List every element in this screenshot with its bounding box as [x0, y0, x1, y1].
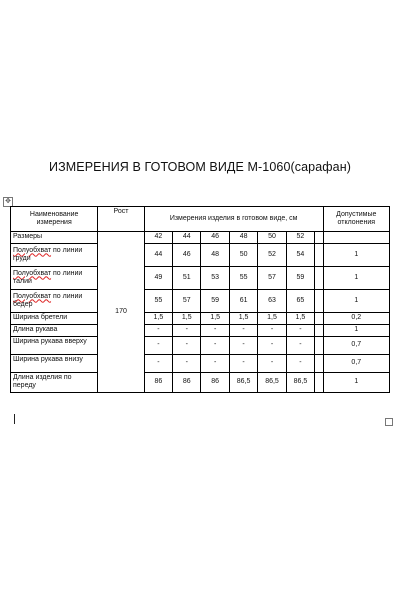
row-label: Ширина рукава вверху [11, 337, 98, 355]
empty-cell [323, 232, 389, 244]
value-cell: 1,5 [144, 313, 172, 325]
table-row [11, 373, 390, 393]
value-cell: - [173, 325, 201, 337]
value-cell: 1,5 [173, 313, 201, 325]
tolerance-cell: 1 [323, 373, 389, 393]
size-cell: 44 [173, 232, 201, 244]
value-cell: - [144, 355, 172, 373]
value-cell: 86 [173, 373, 201, 393]
value-cell: - [173, 337, 201, 355]
value-cell: 63 [258, 290, 286, 313]
value-cell: 1,5 [201, 313, 229, 325]
value-cell: - [258, 337, 286, 355]
value-cell: 86 [144, 373, 172, 393]
value-cell: - [286, 337, 314, 355]
table-row [11, 355, 390, 373]
value-cell: 86 [201, 373, 229, 393]
value-cell: 61 [229, 290, 257, 313]
value-cell: 49 [144, 267, 172, 290]
value-cell: - [201, 337, 229, 355]
table-resize-handle-icon[interactable] [385, 418, 393, 426]
table-move-handle-icon[interactable]: ✥ [3, 197, 13, 207]
header-tolerance: Допустимые отклонения [323, 207, 389, 232]
tolerance-cell: 0,7 [323, 337, 389, 355]
size-cell: 42 [144, 232, 172, 244]
value-cell: - [173, 355, 201, 373]
row-label: Длина рукава [11, 325, 98, 337]
header-measurements: Измерения изделия в готовом виде, см [144, 207, 323, 232]
size-cell: 46 [201, 232, 229, 244]
value-cell: 59 [201, 290, 229, 313]
value-cell: 86,5 [286, 373, 314, 393]
sizes-label: Размеры [11, 232, 98, 244]
value-cell: 44 [144, 244, 172, 267]
text-cursor [14, 414, 15, 424]
value-cell: - [286, 325, 314, 337]
size-cell: 52 [286, 232, 314, 244]
tolerance-cell: 1 [323, 290, 389, 313]
value-cell: 48 [201, 244, 229, 267]
value-cell: - [258, 325, 286, 337]
value-cell: - [229, 337, 257, 355]
value-cell: - [229, 355, 257, 373]
value-cell: - [144, 325, 172, 337]
value-cell: 1,5 [229, 313, 257, 325]
value-cell: - [201, 325, 229, 337]
header-name: Наименование измерения [11, 207, 98, 232]
empty-cell [315, 267, 323, 290]
value-cell: 54 [286, 244, 314, 267]
value-cell: 65 [286, 290, 314, 313]
value-cell: 1,5 [258, 313, 286, 325]
value-cell: 57 [173, 290, 201, 313]
value-cell: 53 [201, 267, 229, 290]
empty-cell [315, 313, 323, 325]
row-label: Ширина бретели [11, 313, 98, 325]
empty-cell [315, 290, 323, 313]
row-label: Полуобхват по линии талии [11, 267, 98, 290]
value-cell: - [286, 355, 314, 373]
value-cell: - [144, 337, 172, 355]
height-value: 170 [98, 232, 144, 393]
empty-cell [315, 355, 323, 373]
value-cell: 52 [258, 244, 286, 267]
row-label: Полуобхват по линии груди [11, 244, 98, 267]
empty-cell [315, 373, 323, 393]
value-cell: 86,5 [258, 373, 286, 393]
tolerance-cell: 1 [323, 267, 389, 290]
table-row [11, 337, 390, 355]
value-cell: 55 [144, 290, 172, 313]
empty-cell [315, 337, 323, 355]
empty-cell [315, 232, 323, 244]
tolerance-cell: 1 [323, 244, 389, 267]
table-row [11, 267, 390, 290]
header-height: Рост [98, 207, 144, 232]
empty-cell [315, 325, 323, 337]
value-cell: 51 [173, 267, 201, 290]
row-label: Ширина рукава внизу [11, 355, 98, 373]
value-cell: 55 [229, 267, 257, 290]
tolerance-cell: 1 [323, 325, 389, 337]
value-cell: - [229, 325, 257, 337]
value-cell: - [201, 355, 229, 373]
table-row [11, 244, 390, 267]
value-cell: 57 [258, 267, 286, 290]
empty-cell [315, 244, 323, 267]
document-title: ИЗМЕРЕНИЯ В ГОТОВОМ ВИДЕ М-1060(сарафан) [49, 160, 351, 174]
table-row [11, 313, 390, 325]
row-label: Полуобхват по линии бедер [11, 290, 98, 313]
value-cell: 1,5 [286, 313, 314, 325]
measurements-table [10, 206, 390, 393]
tolerance-cell: 0,7 [323, 355, 389, 373]
table-row [11, 290, 390, 313]
table-row [11, 325, 390, 337]
value-cell: 46 [173, 244, 201, 267]
row-label: Длина изделия по переду [11, 373, 98, 393]
value-cell: 86,5 [229, 373, 257, 393]
value-cell: 59 [286, 267, 314, 290]
sizes-row [11, 232, 390, 244]
value-cell: 50 [229, 244, 257, 267]
header-row [11, 207, 390, 232]
size-cell: 50 [258, 232, 286, 244]
tolerance-cell: 0,2 [323, 313, 389, 325]
size-cell: 48 [229, 232, 257, 244]
value-cell: - [258, 355, 286, 373]
